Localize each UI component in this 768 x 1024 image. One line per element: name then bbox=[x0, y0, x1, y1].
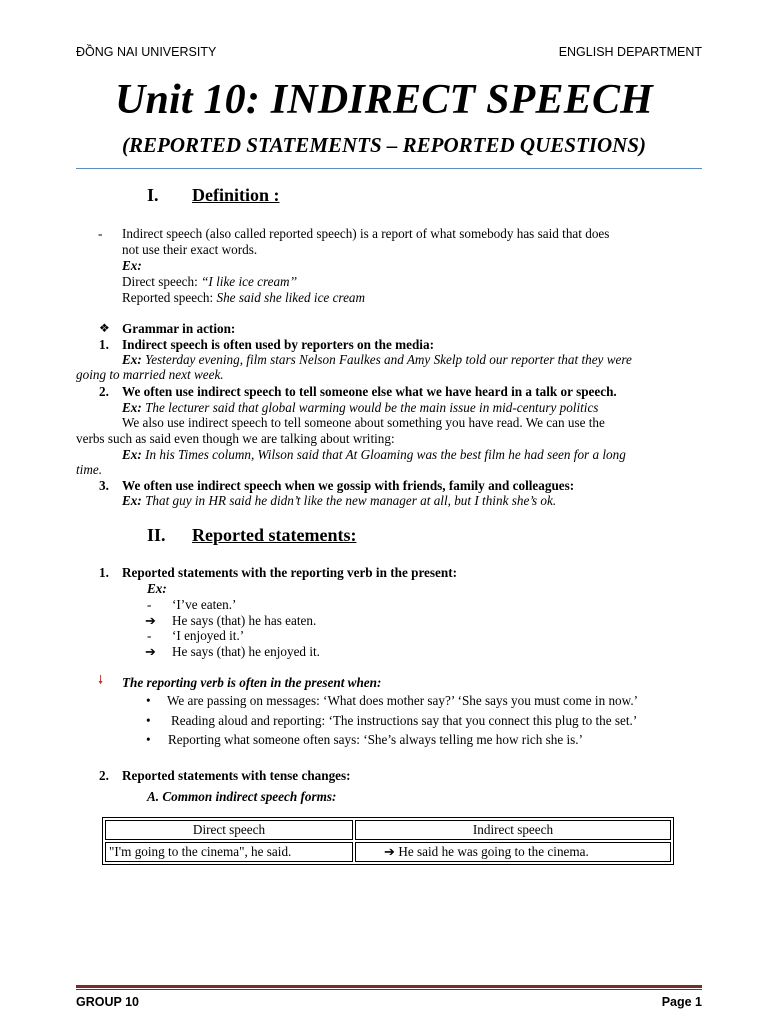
page-title: Unit 10: INDIRECT SPEECH bbox=[114, 77, 654, 123]
definition-line-1: Indirect speech (also called reported speech) is a report of what somebody has said that does bbox=[122, 226, 610, 241]
table-header-row bbox=[105, 820, 671, 840]
grammar-example-2 bbox=[122, 400, 598, 415]
direct-speech-example bbox=[122, 274, 297, 289]
subheading-common-forms: A. Common indirect speech forms: bbox=[147, 789, 337, 804]
statements-item-2: Reported statements with tense changes: bbox=[122, 768, 351, 783]
section-title: Definition : bbox=[192, 185, 280, 205]
grammar-example-1-cont: going to married next week. bbox=[76, 367, 224, 382]
item-number: 1. bbox=[99, 337, 109, 352]
example-line: ‘I’ve eaten.’ bbox=[172, 597, 237, 612]
header-university: ĐỒNG NAI UNIVERSITY bbox=[76, 45, 217, 59]
section-title: Reported statements: bbox=[192, 525, 357, 545]
item-number: 2. bbox=[99, 384, 109, 399]
page-subtitle: (REPORTED STATEMENTS – REPORTED QUESTIONS) bbox=[122, 133, 646, 157]
bullet-icon: • bbox=[146, 713, 151, 728]
also-line-1: We also use indirect speech to tell someone about something you have read. We can use the bbox=[122, 415, 605, 430]
direct-label: Direct speech: bbox=[122, 274, 202, 289]
also-line-2: verbs such as said even though we are talking about writing: bbox=[76, 431, 395, 446]
item-number: 2. bbox=[99, 768, 109, 783]
statements-item-1: Reported statements with the reporting verb in the present: bbox=[122, 565, 458, 580]
example-label: Ex: bbox=[122, 493, 142, 508]
arrow-icon: ➔ bbox=[384, 844, 396, 859]
reported-speech-example bbox=[122, 290, 365, 305]
present-when-bullet-3: Reporting what someone often says: ‘She’s always telling me how rich she is.’ bbox=[168, 732, 583, 747]
example-label: Ex: bbox=[122, 400, 142, 415]
example-mark: - bbox=[147, 628, 152, 643]
header-divider bbox=[76, 168, 702, 169]
footer-divider-thin bbox=[76, 989, 702, 990]
grammar-item-2: We often use indirect speech to tell someone else what we have heard in a talk or speech. bbox=[122, 384, 617, 399]
grammar-example-4 bbox=[122, 493, 556, 508]
table-row bbox=[105, 842, 671, 862]
table-cell-direct: "I'm going to the cinema", he said. bbox=[105, 842, 353, 862]
down-arrow-icon: 🠗 bbox=[98, 673, 104, 687]
grammar-item-3: We often use indirect speech when we gossip with friends, family and colleagues: bbox=[122, 478, 575, 493]
bullet-icon: • bbox=[146, 693, 151, 708]
direct-value: “I like ice cream’’ bbox=[201, 274, 297, 289]
arrow-icon: ➔ bbox=[145, 644, 157, 659]
reported-label: Reported speech: bbox=[122, 290, 217, 305]
example-line: ‘I enjoyed it.’ bbox=[172, 628, 245, 643]
section-number: I. bbox=[147, 185, 159, 205]
reported-value: She said she liked ice cream bbox=[216, 290, 366, 305]
footer-group: GROUP 10 bbox=[76, 995, 139, 1009]
bullet-icon: • bbox=[146, 732, 151, 747]
indirect-text: He said he was going to the cinema. bbox=[395, 844, 589, 859]
grammar-heading: Grammar in action: bbox=[122, 321, 236, 336]
grammar-example-1 bbox=[122, 352, 632, 367]
section-number: II. bbox=[147, 525, 166, 545]
arrow-icon: ➔ bbox=[145, 613, 157, 628]
example-text: That guy in HR said he didn’t like the new manager at all, but I think she’s ok. bbox=[141, 493, 557, 508]
header-department: ENGLISH DEPARTMENT bbox=[558, 45, 702, 59]
example-text: In his Times column, Wilson said that At Gloaming was the best film he had seen for a long bbox=[141, 447, 626, 462]
table-cell-indirect bbox=[355, 842, 671, 862]
example-label: Ex: bbox=[122, 447, 142, 462]
present-when-bullet-2: Reading aloud and reporting: ‘The instructions say that you connect this plug to the set.’ bbox=[171, 713, 638, 728]
example-label: Ex: bbox=[122, 352, 142, 367]
grammar-item-1: Indirect speech is often used by reporters on the media: bbox=[122, 337, 434, 352]
example-label: Ex: bbox=[147, 581, 167, 596]
grammar-example-3 bbox=[122, 447, 626, 462]
example-mark: - bbox=[147, 597, 152, 612]
example-line: He says (that) he enjoyed it. bbox=[172, 644, 320, 659]
footer-divider bbox=[76, 985, 702, 988]
example-text: Yesterday evening, film stars Nelson Faulkes and Amy Skelp told our reporter that they were bbox=[141, 352, 632, 367]
table-header-direct: Direct speech bbox=[105, 820, 353, 840]
grammar-example-3-cont: time. bbox=[76, 462, 103, 477]
present-when-heading: The reporting verb is often in the present when: bbox=[122, 675, 382, 690]
diamond-bullet-icon: ❖ bbox=[99, 321, 110, 335]
present-when-bullet-1: We are passing on messages: ‘What does mother say?’ ‘She says you must come in now.’ bbox=[167, 693, 639, 708]
example-text: The lecturer said that global warming would be the main issue in mid-century politics bbox=[141, 400, 599, 415]
item-number: 1. bbox=[99, 565, 109, 580]
example-line: He says (that) he has eaten. bbox=[172, 613, 317, 628]
footer-page-number: Page 1 bbox=[661, 995, 702, 1009]
definition-dash: - bbox=[98, 226, 103, 241]
speech-forms-table bbox=[102, 817, 674, 865]
definition-line-2: not use their exact words. bbox=[122, 242, 258, 257]
example-label: Ex: bbox=[122, 258, 142, 273]
item-number: 3. bbox=[99, 478, 109, 493]
table-header-indirect: Indirect speech bbox=[355, 820, 671, 840]
